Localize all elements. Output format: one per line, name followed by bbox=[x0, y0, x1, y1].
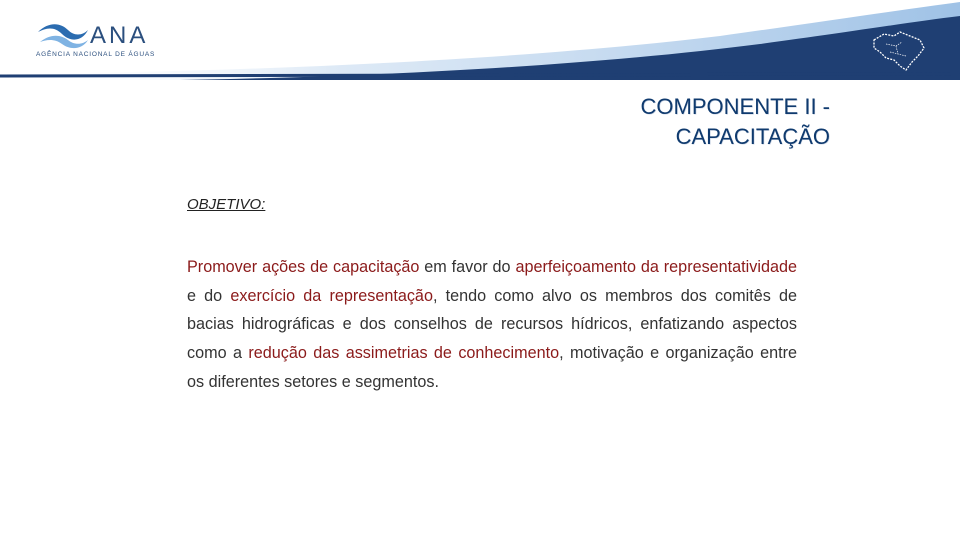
slide-title bbox=[641, 92, 830, 152]
objective-paragraph bbox=[187, 253, 797, 397]
slide-title-line-2: CAPACITAÇÃO bbox=[675, 124, 830, 149]
ana-logo bbox=[28, 18, 158, 62]
paragraph-segment: exercício da representação bbox=[230, 286, 433, 305]
water-wave-icon bbox=[36, 20, 90, 50]
paragraph-segment: , tendo como alvo os membros dos comitês de bacias hidrográficas e dos conselhos de recursos hídricos, enfatizando aspectos como a bbox=[187, 286, 797, 363]
paragraph-segment: , motivação e organização entre os diferentes setores e segmentos. bbox=[187, 344, 797, 391]
slide-header bbox=[0, 0, 960, 80]
paragraph-segment: em favor do bbox=[419, 258, 516, 276]
paragraph-segment: e do bbox=[187, 286, 231, 305]
paragraph-segment: Promover bbox=[187, 258, 258, 276]
objective-label: OBJETIVO: bbox=[187, 196, 266, 213]
paragraph-segment: ações de capacitação bbox=[262, 258, 420, 276]
slide-title-line-1: COMPONENTE II - bbox=[640, 94, 830, 119]
paragraph-segment: aperfeiçoamento da representatividade bbox=[515, 258, 797, 276]
paragraph-segment: redução das assimetrias de conhecimento bbox=[248, 344, 560, 363]
logo-subtitle: AGÊNCIA NACIONAL DE ÁGUAS bbox=[36, 51, 156, 58]
brazil-map-icon bbox=[866, 26, 930, 74]
logo-wordmark: ANA bbox=[90, 22, 149, 49]
